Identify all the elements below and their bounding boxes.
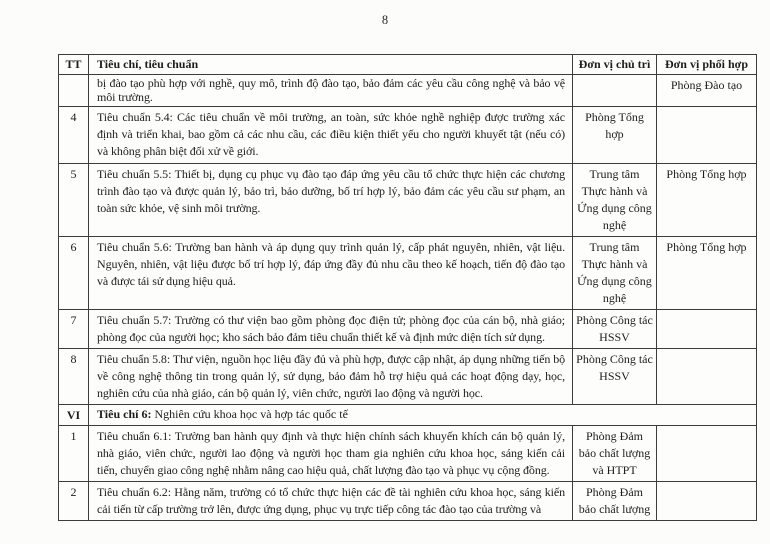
cell-coop-unit — [657, 107, 757, 164]
table-row — [59, 164, 757, 237]
cell-tt: 7 — [59, 310, 89, 349]
criteria-table — [58, 54, 757, 521]
header-lead-unit: Đơn vị chủ trì — [573, 55, 657, 75]
header-criteria: Tiêu chí, tiêu chuẩn — [89, 55, 573, 75]
table-row — [59, 310, 757, 349]
cell-tt: VI — [59, 405, 89, 426]
cell-criteria-text: Tiêu chuẩn 5.8: Thư viện, nguồn học liệu đầy đủ và phù hợp, được cập nhật, áp dụng những tiến bộ về công nghệ thông tin trong quản lý, sử dụng, bảo đảm hỗ trợ hiệu quả các hoạt động dạy, học, nghiên cứu của nhà giáo, cán bộ quản lý, viên chức, người lao động và người học. — [89, 349, 573, 405]
table-row — [59, 482, 757, 521]
cell-tt: 4 — [59, 107, 89, 164]
cell-coop-unit — [657, 426, 757, 482]
cell-tt: 1 — [59, 426, 89, 482]
table-row — [59, 349, 757, 405]
cell-lead-unit: Phòng Đảm bảo chất lượng — [573, 482, 657, 521]
table-row — [59, 107, 757, 164]
header-coop-unit: Đơn vị phối hợp — [657, 55, 757, 75]
cell-lead-unit: Trung tâm Thực hành và Ứng dụng công nghệ — [573, 164, 657, 237]
cell-lead-unit — [573, 75, 657, 107]
cell-lead-unit: Phòng Tổng hợp — [573, 107, 657, 164]
cell-lead-unit: Trung tâm Thực hành và Ứng dụng công nghệ — [573, 237, 657, 310]
cell-criteria-text: Tiêu chuẩn 5.5: Thiết bị, dụng cụ phục vụ đào tạo đáp ứng yêu cầu tổ chức thực hiện các chương trình đào tạo và được quản lý, bảo trì, bảo dưỡng, bố trí hợp lý, bảo đảm các yêu cầu sư phạm, an toàn sức khỏe, vệ sinh môi trường. — [89, 164, 573, 237]
table-row — [59, 426, 757, 482]
table-row — [59, 237, 757, 310]
cell-tt: 5 — [59, 164, 89, 237]
table-header-row — [59, 55, 757, 75]
page-number: 8 — [381, 13, 389, 27]
cell-lead-unit: Phòng Công tác HSSV — [573, 310, 657, 349]
cell-coop-unit: Phòng Tổng hợp — [657, 237, 757, 310]
cell-criteria-text: Tiêu chuẩn 5.6: Trường ban hành và áp dụng quy trình quản lý, cấp phát nguyên, nhiên, vật liệu. Nguyên, nhiên, vật liệu được bố trí hợp lý, đáp ứng đầy đủ nhu cầu theo kế hoạch, tiến độ đào tạo và được tái sử dụng hiệu quả. — [89, 237, 573, 310]
cell-coop-unit: Phòng Đào tạo — [657, 75, 757, 107]
cell-criteria-text: Tiêu chuẩn 5.7: Trường có thư viện bao gồm phòng đọc điện tử; phòng đọc của cán bộ, nhà giáo; phòng đọc của người học; kho sách bảo đảm tiêu chuẩn thiết kế và định mức diện tích sử dụng. — [89, 310, 573, 349]
cell-tt: 6 — [59, 237, 89, 310]
cell-tt: 2 — [59, 482, 89, 521]
cell-criteria-text: Tiêu chuẩn 5.4: Các tiêu chuẩn về môi trường, an toàn, sức khỏe nghề nghiệp được trường xác định và triển khai, bao gồm cả các nhu cầu, các điều kiện thiết yếu cho người khuyết tật (nếu có) và không phân biệt đối xử về giới. — [89, 107, 573, 164]
cell-criteria-text: bị đào tạo phù hợp với nghề, quy mô, trình độ đào tạo, bảo đảm các yêu cầu công nghệ và bảo vệ môi trường. — [89, 75, 573, 107]
cell-coop-unit: Phòng Tổng hợp — [657, 164, 757, 237]
cell-tt: 8 — [59, 349, 89, 405]
header-tt: TT — [59, 55, 89, 75]
cell-coop-unit — [657, 310, 757, 349]
cell-tt — [59, 75, 89, 107]
cell-coop-unit — [657, 349, 757, 405]
section-label: Tiêu chí 6: — [97, 407, 152, 421]
section-row — [59, 405, 757, 426]
cell-section-title: Tiêu chí 6: Nghiên cứu khoa học và hợp tác quốc tế — [89, 405, 757, 426]
cell-lead-unit: Phòng Đảm bảo chất lượng và HTPT — [573, 426, 657, 482]
cell-lead-unit: Phòng Công tác HSSV — [573, 349, 657, 405]
cell-criteria-text: Tiêu chuẩn 6.1: Trường ban hành quy định và thực hiện chính sách khuyến khích cán bộ quản lý, nhà giáo, viên chức, người lao động và người học tham gia nghiên cứu khoa học, sáng kiến cải tiến, chuyển giao công nghệ nhằm nâng cao hiệu quả, chất lượng đào tạo và phục vụ cộng đồng. — [89, 426, 573, 482]
cell-criteria-text: Tiêu chuẩn 6.2: Hằng năm, trường có tổ chức thực hiện các đề tài nghiên cứu khoa học, sáng kiến cải tiến từ cấp trường trở lên, được ứng dụng, phục vụ trực tiếp công tác đào tạo của trường và — [89, 482, 573, 521]
cell-coop-unit — [657, 482, 757, 521]
table-body — [59, 75, 757, 521]
table-row — [59, 75, 757, 107]
